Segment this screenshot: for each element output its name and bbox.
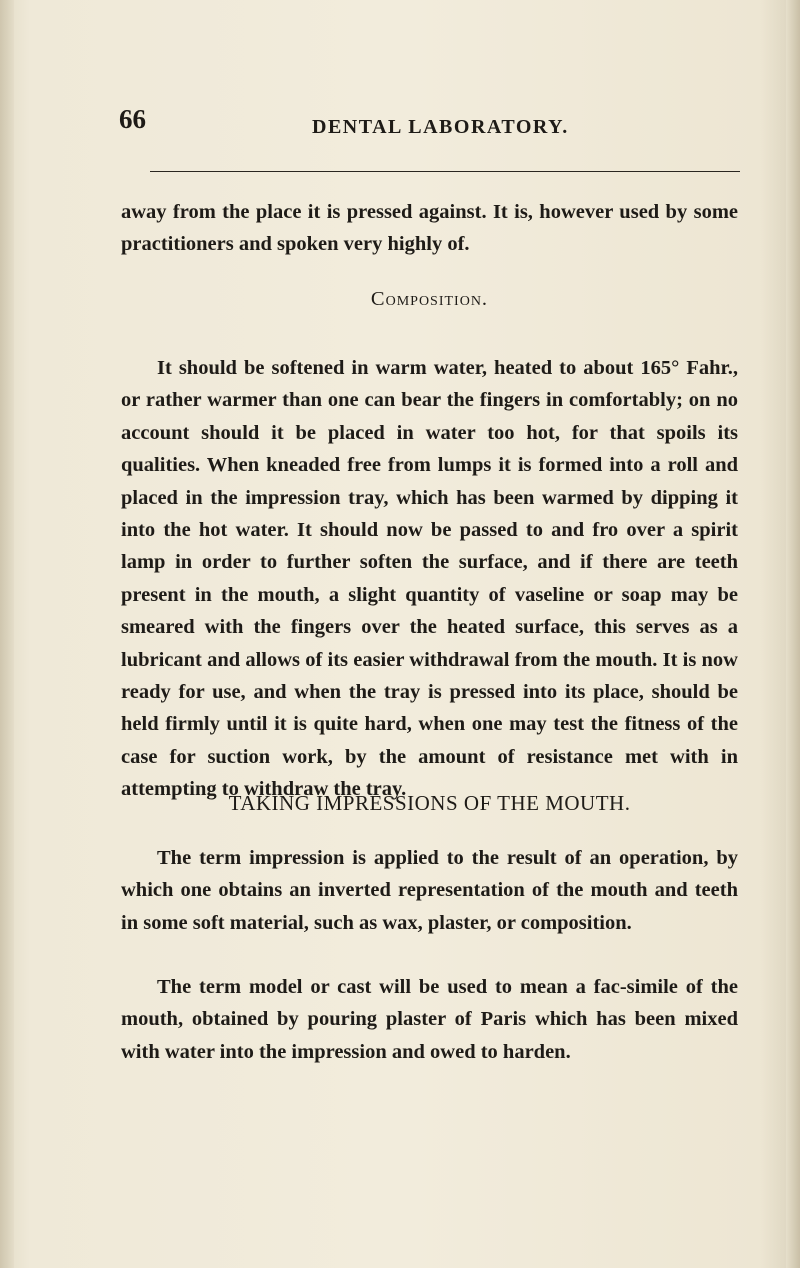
section-heading-taking-impressions: TAKING IMPRESSIONS OF THE MOUTH. [228, 791, 631, 815]
paragraph-composition: It should be softened in warm water, heated to about 165° Fahr., or rather warmer than one can bear the fingers in comfortably; on no account should it be placed in water too hot, for that spoils its qualities. When kneaded free from lumps it is formed into a roll and placed in the impression tray, which has been warmed by dipping it into the hot water. It should now be passed to and fro over a spirit lamp in order to further soften the surface, and if there are teeth present in the mouth, a slight quantity of vaseline or soap may be smeared with the fingers over the heated surface, this serves as a lubricant and allows of its easier withdrawal from the mouth. It is now ready for use, and when the tray is pressed into its place, should be held firmly until it is quite hard, when one may test the fitness of the case for suction work, by the amount of resistance met with in attempting to withdraw the tray. [121, 357, 738, 801]
page-binding-shadow [0, 0, 14, 1268]
paragraph-continuation: away from the place it is pressed against. It is, however used by some practitioners and spoken very highly of. [121, 201, 738, 256]
paragraph-model-definition: The term model or cast will be used to mean a fac-simile of the mouth, obtained by pouring plaster of Paris which has been mixed with water into the impression and owed to harden. [121, 976, 738, 1063]
header-rule [150, 171, 740, 172]
section-heading-composition: Composition. [370, 288, 489, 310]
page-edge-shadow [786, 0, 800, 1268]
paragraph-impression-definition: The term impression is applied to the result of an operation, by which one obtains an inverted representation of the mouth and teeth in some soft material, such as wax, plaster, or composition. [121, 847, 738, 934]
page-number: 66 [119, 104, 146, 134]
running-head: DENTAL LABORATORY. [312, 116, 569, 138]
